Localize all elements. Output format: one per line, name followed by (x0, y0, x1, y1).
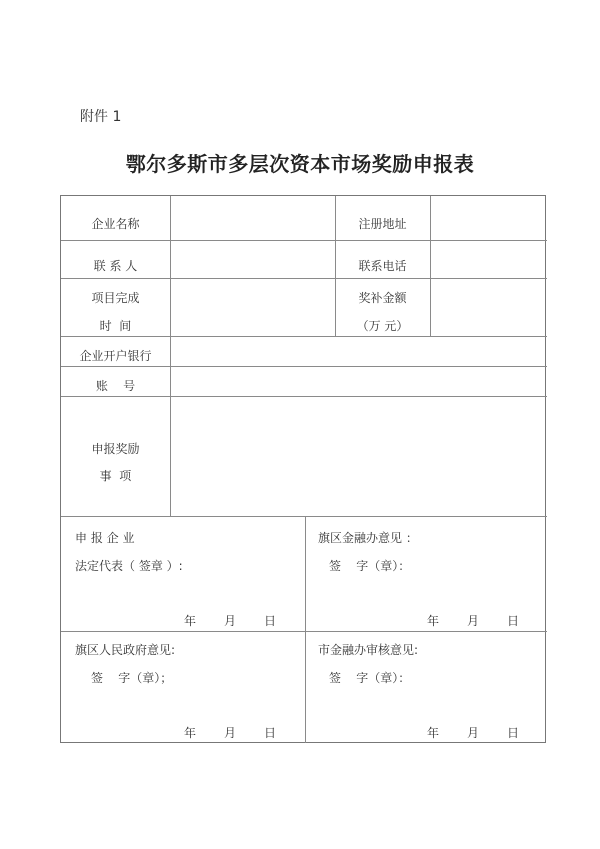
contact-label: 联 系 人 (93, 259, 138, 273)
row-divider (61, 396, 547, 397)
matters-label: 申报奖励 (91, 442, 140, 456)
banner-finance-sign: 签 字（章）： (329, 559, 411, 573)
bank-label: 企业开户银行 (79, 349, 152, 363)
date-day: 日 (264, 726, 277, 740)
row-divider (61, 366, 547, 367)
reward-amount-label: 奖补金额 (358, 291, 407, 305)
col-divider (305, 516, 306, 743)
applicant-title: 申 报 企 业 (75, 531, 135, 545)
date-month: 月 (467, 726, 480, 740)
applicant-sign: 法定代表（ 签章 ）: (75, 559, 183, 573)
banner-gov-title: 旗区人民政府意见: (75, 643, 176, 657)
date-year: 年 (184, 614, 197, 628)
banner-gov-sign: 签 字（章）； (91, 671, 173, 685)
row-divider (61, 336, 547, 337)
date-day: 日 (264, 614, 277, 628)
row-divider (61, 278, 547, 279)
account-label: 账 号 (95, 379, 136, 393)
row-divider (61, 516, 547, 517)
date-year: 年 (427, 614, 440, 628)
city-finance-title: 市金融办审核意见: (318, 643, 419, 657)
project-time-label-2: 时 间 (99, 319, 132, 333)
row-divider (61, 240, 547, 241)
date-month: 月 (224, 726, 237, 740)
phone-label: 联系电话 (358, 259, 407, 273)
date-month: 月 (467, 614, 480, 628)
reward-amount-label-2: （万 元） (356, 319, 409, 333)
company-name-label: 企业名称 (91, 217, 140, 231)
date-year: 年 (184, 726, 197, 740)
attachment-number: 附件 1 (80, 109, 122, 125)
city-finance-sign: 签 字（章）： (329, 671, 411, 685)
matters-label-2: 事 项 (99, 469, 132, 483)
col-divider (170, 196, 171, 516)
project-time-label: 项目完成 (91, 291, 140, 305)
form-title: 鄂尔多斯市多层次资本市场奖励申报表 (125, 152, 475, 176)
date-day: 日 (507, 726, 520, 740)
application-form (60, 195, 546, 743)
date-month: 月 (224, 614, 237, 628)
reg-address-label: 注册地址 (358, 217, 407, 231)
col-divider (430, 196, 431, 336)
row-divider (61, 631, 547, 632)
date-day: 日 (507, 614, 520, 628)
date-year: 年 (427, 726, 440, 740)
banner-finance-title: 旗区金融办意见 ： (318, 531, 418, 545)
